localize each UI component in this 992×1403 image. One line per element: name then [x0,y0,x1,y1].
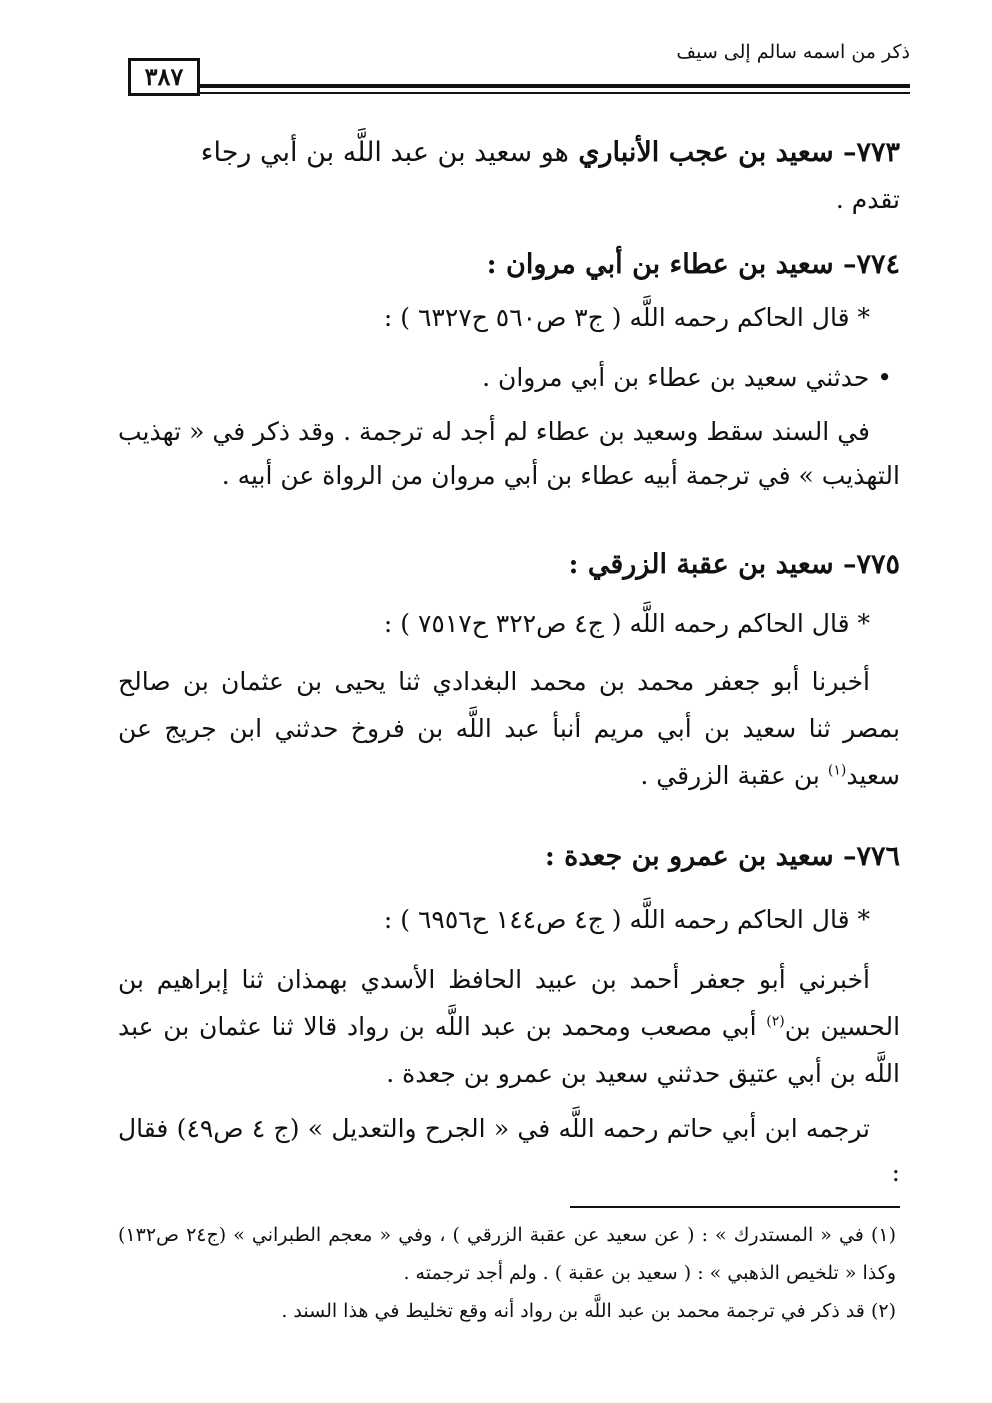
entry-773-name: سعيد بن عجب الأنباري [578,137,834,168]
footnotes [118,1216,896,1330]
footnote-1 [118,1216,896,1292]
footnote-ref-1[interactable]: (١) [827,762,847,779]
entry-775-text-end: بن عقبة الزرقي . [640,761,828,790]
entry-773-number: ٧٧٣– [842,137,900,168]
entry-775 [118,540,900,799]
entry-776-text-end: أبي مصعب ومحمد بن عبد اللَّه بن رواد قالا ثنا عثمان بن عبد اللَّه بن أبي عتيق حدثني سعيد بن عمرو بن جعدة . [118,1012,900,1088]
entry-773 [118,128,900,222]
entry-773-text: هو سعيد بن عبد اللَّه بن أبي رجاء [200,137,569,168]
entry-774-quote: • حدثني سعيد بن عطاء بن أبي مروان . [482,363,892,392]
header-rule-thin [200,92,910,94]
entry-773-heading [118,128,900,178]
page-number: ٣٨٧ [128,58,200,96]
entry-776-source: * قال الحاكم رحمه اللَّه ( ج٤ ص١٤٤ ح٦٩٥٦ ) : [383,905,870,934]
entry-776-text-main: أخبرني أبو جعفر أحمد بن عبيد الحافظ الأسدي بهمذان ثنا إبراهيم بن الحسين بن [118,965,901,1041]
entry-775-heading: ٧٧٥– سعيد بن عقبة الزرقي : [568,549,900,580]
entry-776-text [118,956,900,1097]
entry-775-text-main: أخبرنا أبو جعفر محمد بن محمد البغدادي ثنا يحيى بن عثمان بن صالح بمصر ثنا سعيد بن أبي مريم أنبأ عبد اللَّه بن فروخ حدثني ابن جريج عن سعيد [118,667,900,790]
footnote-2-text: قد ذكر في ترجمة محمد بن عبد اللَّه بن رواد أنه وقع تخليط في هذا السند . [281,1300,865,1322]
entry-774-source: * قال الحاكم رحمه اللَّه ( ج٣ ص٥٦٠ ح٦٣٢٧ ) : [383,303,870,332]
header-rule [200,84,910,88]
entry-776-comment: ترجمه ابن أبي حاتم رحمه اللَّه في « الجرح والتعديل » (ج ٤ ص٤٩) فقال : [118,1114,900,1187]
entry-776-heading: ٧٧٦– سعيد بن عمرو بن جعدة : [544,841,900,872]
entry-775-text [118,658,900,799]
entry-773-text-cont: تقدم . [835,185,900,214]
footnote-ref-2[interactable]: (٢) [766,1013,785,1030]
footnote-separator [570,1206,900,1208]
running-head: ذكر من اسمه سالم إلى سيف [676,41,910,63]
footnote-1-text: في « المستدرك » : ( عن سعيد عن عقبة الزرقي ) ، وفي « معجم الطبراني » (ج٢٤ ص١٣٢) وكذا « تلخيص الذهبي » : ( سعيد بن عقبة ) . ولم أجد ترجمته . [118,1224,896,1284]
footnote-2 [118,1292,896,1330]
footnote-2-marker: (٢) [870,1300,896,1322]
entry-774 [118,240,900,498]
entry-775-source: * قال الحاكم رحمه اللَّه ( ج٤ ص٣٢٢ ح٧٥١٧ ) : [383,609,870,638]
entry-774-comment: في السند سقط وسعيد بن عطاء لم أجد له ترجمة . وقد ذكر في « تهذيب التهذيب » في ترجمة أبيه عطاء بن أبي مروان من الرواة عن أبيه . [118,417,900,490]
footnote-1-marker: (١) [870,1224,897,1246]
entry-776 [118,832,900,1195]
entry-774-heading: ٧٧٤– سعيد بن عطاء بن أبي مروان : [486,249,900,280]
